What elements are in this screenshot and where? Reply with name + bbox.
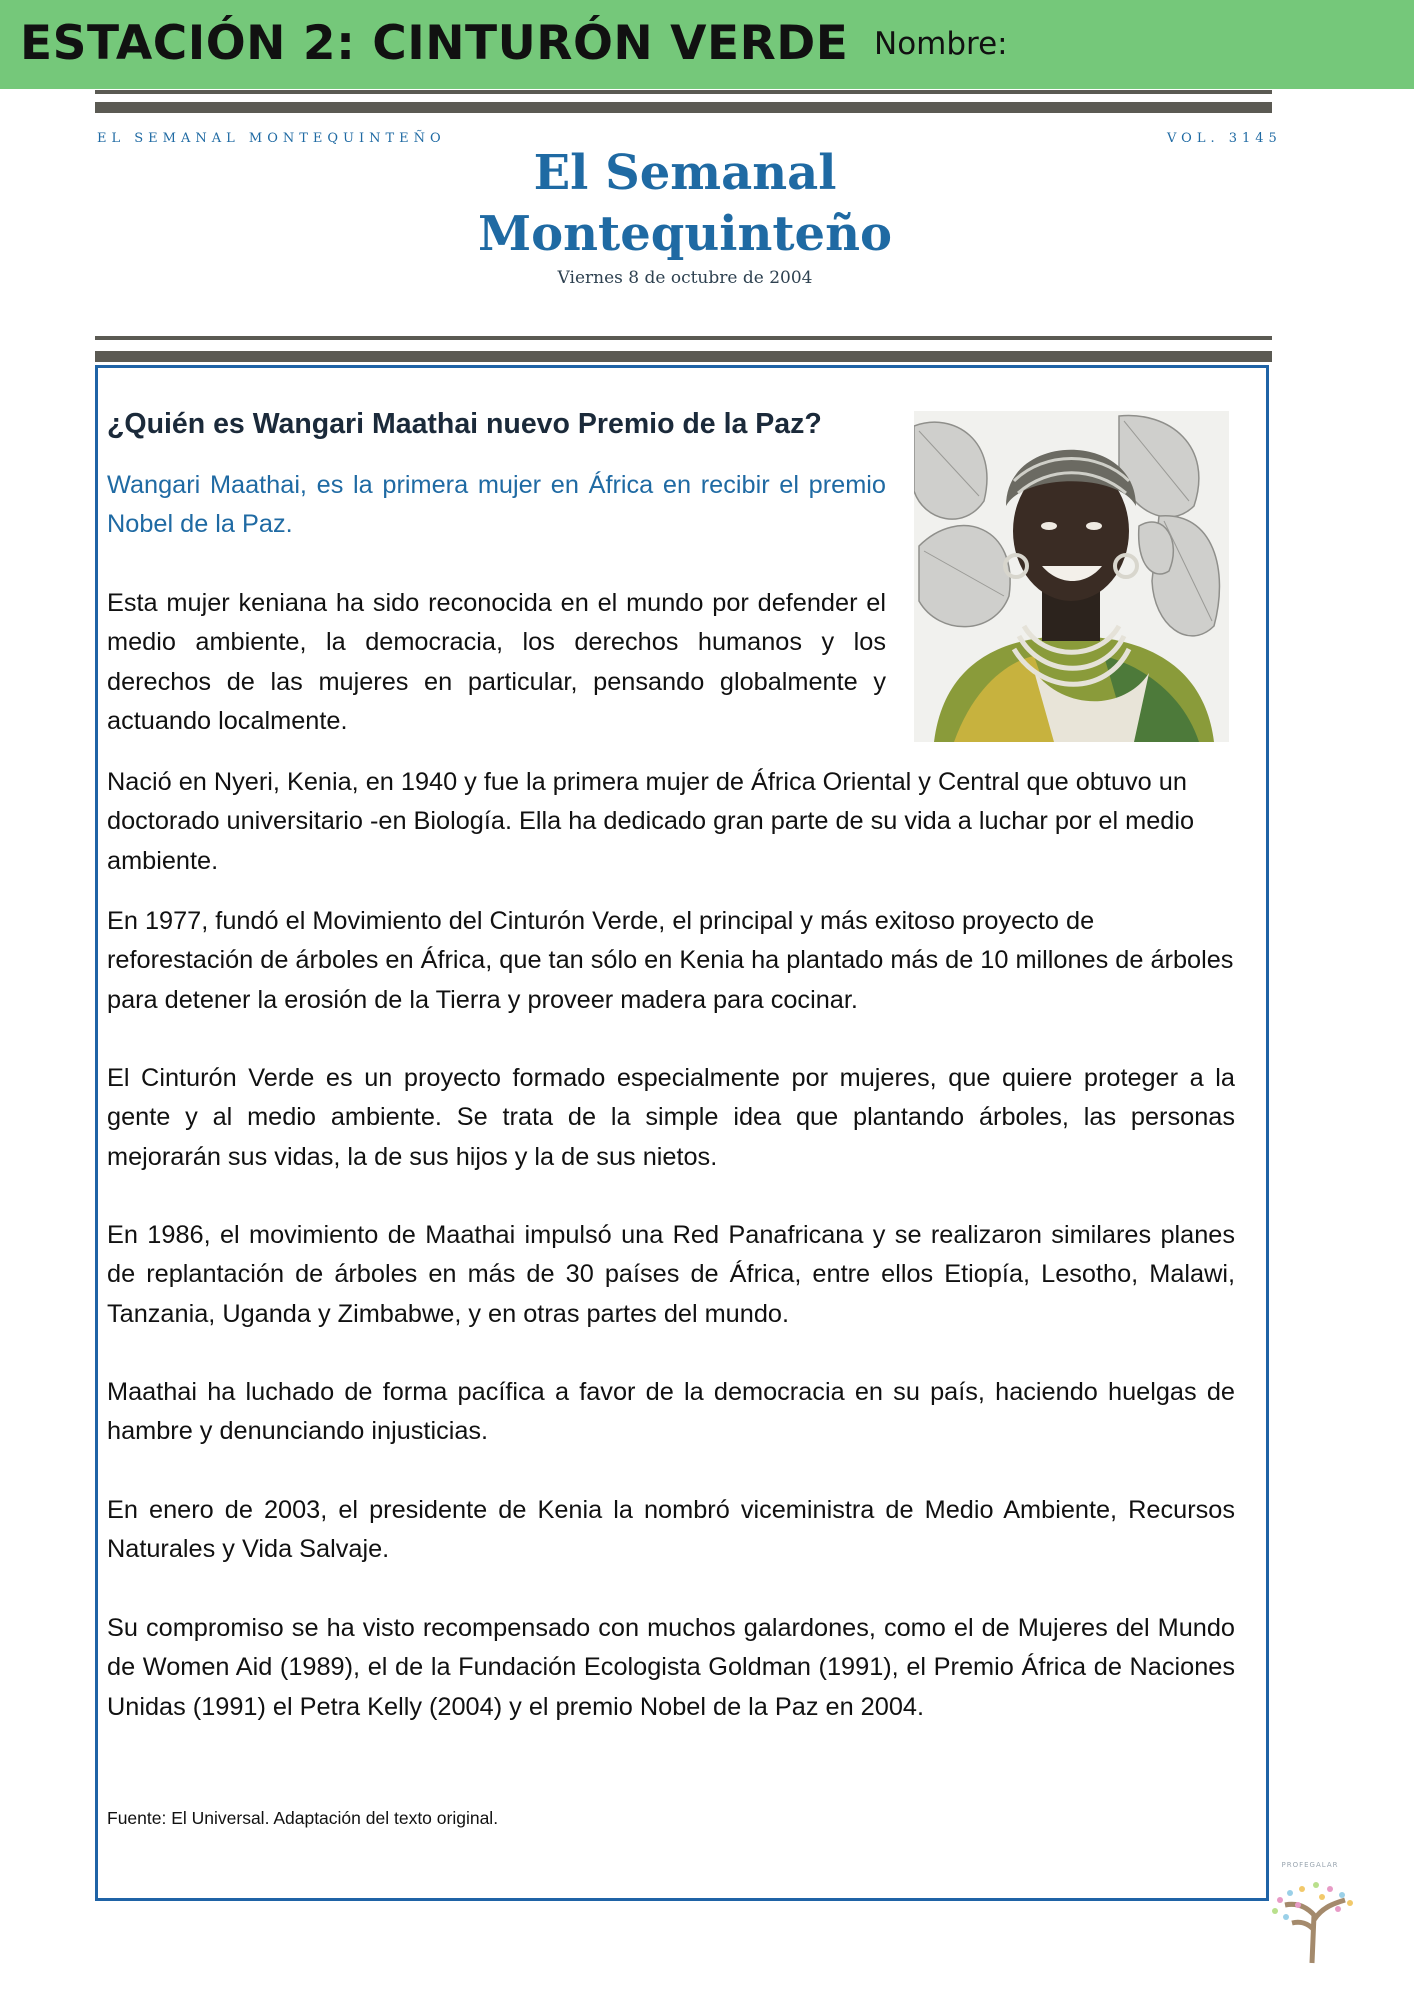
- article-paragraph: En 1986, el movimiento de Maathai impulsó una Red Panafricana y se realizaron similares planes de replantación de árboles en más de 30 países de África, entre ellos Etiopía, Lesotho, Malawi, Tanzania, Uganda y Zimbabwe, y en otras partes del mundo.: [107, 1221, 1235, 1328]
- article-paragraph: En enero de 2003, el presidente de Kenia la nombró viceministra de Medio Ambiente, Recursos Naturales y Vida Salvaje.: [107, 1496, 1235, 1564]
- masthead-rule-top-thick: [95, 102, 1272, 113]
- masthead-rule-bottom-thick: [95, 351, 1272, 362]
- article-paragraph: En 1977, fundó el Movimiento del Cinturón Verde, el principal y más exitoso proyecto de reforestación de árboles en África, que tan sólo en Kenia ha plantado más de 10 millones de árboles para detener la erosión de la Tierra y proveer madera para cocinar.: [107, 907, 1234, 1014]
- tree-logo: [1250, 1845, 1370, 1965]
- name-label: Nombre:: [874, 26, 1008, 62]
- article-paragraph: Esta mujer keniana ha sido reconocida en el mundo por defender el medio ambiente, la democracia, los derechos humanos y los derechos de las mujeres en particular, pensando globalmente y actuando localmente.: [107, 589, 886, 735]
- masthead-kicker-right: VOL. 3145: [1167, 131, 1282, 146]
- masthead-kicker-left: EL SEMANAL MONTEQUINTEÑO: [97, 131, 446, 146]
- article-paragraph: El Cinturón Verde es un proyecto formado especialmente por mujeres, que quiere proteger a la gente y al medio ambiente. Se trata de la simple idea que plantando árboles, las personas mejorarán sus vidas, la de sus hijos y la de sus nietos.: [107, 1064, 1235, 1171]
- portrait-drawing: [914, 411, 1229, 742]
- article-paragraph: Maathai ha luchado de forma pacífica a favor de la democracia en su país, haciendo huelgas de hambre y denunciando injusticias.: [107, 1378, 1235, 1446]
- article-source: Fuente: El Universal. Adaptación del texto original.: [107, 1808, 499, 1828]
- masthead-rule-top-thin: [95, 90, 1272, 94]
- station-title: ESTACIÓN 2: CINTURÓN VERDE: [20, 16, 849, 71]
- article-lead: Wangari Maathai, es la primera mujer en África en recibir el premio Nobel de la Paz.: [107, 471, 886, 539]
- portrait-illustration: [914, 411, 1229, 742]
- newspaper-title: [420, 143, 950, 265]
- article-headline: ¿Quién es Wangari Maathai nuevo Premio de la Paz?: [107, 408, 822, 440]
- masthead-rule-bottom-thin: [95, 336, 1272, 340]
- tree-logo-icon: [1250, 1845, 1370, 1965]
- article-paragraph: Nació en Nyeri, Kenia, en 1940 y fue la primera mujer de África Oriental y Central que obtuvo un doctorado universitario -en Biología. Ella ha dedicado gran parte de su vida a luchar por el medio ambiente.: [107, 768, 1195, 875]
- newspaper-title-line1: El Semanal: [533, 145, 837, 201]
- newspaper-title-line2: Montequinteño: [478, 206, 892, 262]
- logo-text: PROFEGALAR: [1281, 1861, 1339, 1869]
- article-paragraph: Su compromiso se ha visto recompensado con muchos galardones, como el de Mujeres del Mundo de Women Aid (1989), el de la Fundación Ecologista Goldman (1991), el Premio África de Naciones Unidas (1991) el Petra Kelly (2004) y el premio Nobel de la Paz en 2004.: [107, 1614, 1235, 1721]
- leaf-shape: [919, 526, 1010, 627]
- issue-date: Viernes 8 de octubre de 2004: [557, 268, 813, 288]
- leaf-shape: [1119, 416, 1199, 517]
